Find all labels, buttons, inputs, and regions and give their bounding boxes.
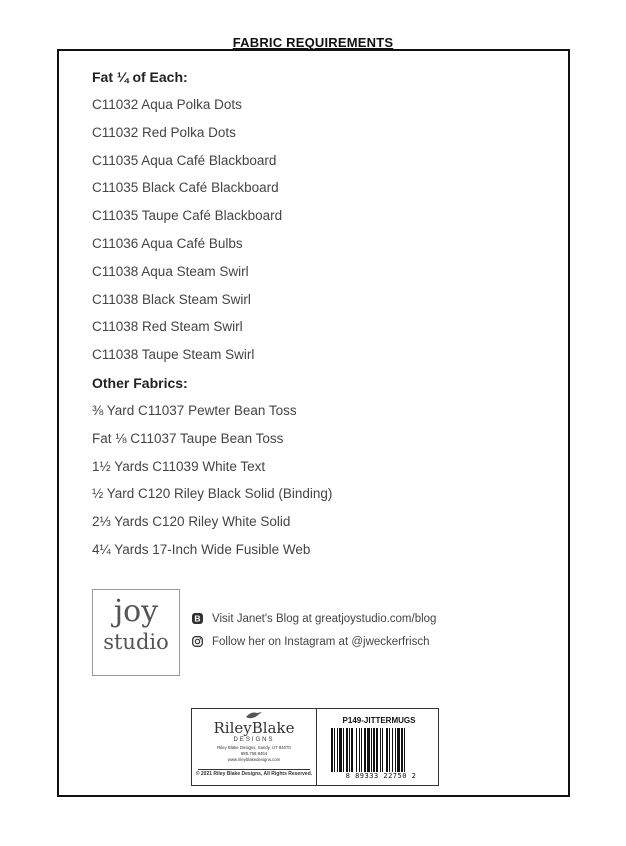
barcode-bar	[364, 728, 366, 772]
fabric-item: C11038 Red Steam Swirl	[92, 319, 243, 335]
barcode	[330, 728, 432, 772]
blog-link[interactable]	[192, 613, 436, 625]
instagram-text: Follow her on Instagram at @jweckerfrisch	[212, 636, 430, 648]
barcode-bar	[356, 728, 357, 772]
barcode-bar	[361, 728, 362, 772]
publisher-info-box	[191, 708, 439, 786]
fabric-item: 2⅓ Yards C120 Riley White Solid	[92, 514, 291, 530]
barcode-bar	[346, 728, 348, 772]
fabric-item: ⅜ Yard C11037 Pewter Bean Toss	[92, 402, 297, 418]
publisher-address	[192, 745, 316, 763]
barcode-bar	[382, 728, 383, 772]
fabric-item: C11038 Aqua Steam Swirl	[92, 263, 249, 279]
publisher-panel	[192, 709, 317, 785]
other-fabrics-heading: Other Fabrics:	[92, 374, 188, 391]
barcode-bar	[386, 728, 388, 772]
barcode-bar	[371, 728, 372, 772]
fabric-item: 4¼ Yards 17-Inch Wide Fusible Web	[92, 541, 311, 557]
fabric-item: ½ Yard C120 Riley Black Solid (Binding)	[92, 486, 333, 502]
page-title: FABRIC REQUIREMENTS	[232, 35, 394, 50]
barcode-bar	[337, 728, 338, 772]
joy-studio-logo	[92, 589, 180, 676]
address-line: www.rileyblakedesigns.com	[227, 757, 281, 762]
barcode-bar	[397, 728, 400, 772]
address-line: 888.768.8454	[240, 751, 268, 756]
fabric-item: C11035 Taupe Café Blackboard	[92, 208, 283, 224]
divider	[198, 769, 310, 770]
barcode-bar	[373, 728, 375, 772]
barcode-bar	[349, 728, 350, 772]
barcode-digits: 8 89333 22750 2	[345, 772, 417, 780]
riley-blake-logo	[192, 714, 316, 744]
logo-studio-text: studio	[103, 630, 169, 654]
copyright: © 2021 Riley Blake Designs, All Rights Reserved.	[195, 771, 313, 777]
fabric-item: C11038 Taupe Steam Swirl	[92, 347, 255, 363]
fabric-item: Fat ⅛ C11037 Taupe Bean Toss	[92, 430, 284, 446]
instagram-icon	[192, 636, 203, 647]
barcode-bar	[331, 728, 333, 772]
barcode-bar	[389, 728, 390, 772]
blog-icon	[192, 613, 203, 624]
fabric-item: C11032 Aqua Polka Dots	[92, 97, 242, 112]
barcode-bar	[339, 728, 342, 772]
instagram-link[interactable]	[192, 636, 429, 648]
barcode-bar	[395, 728, 396, 772]
barcode-bar	[367, 728, 370, 772]
barcode-bar	[359, 728, 360, 772]
fabric-item: C11032 Red Polka Dots	[92, 124, 236, 140]
barcode-bar	[334, 728, 335, 772]
fat-quarter-heading: Fat ¼ of Each:	[92, 69, 188, 85]
fabric-item: C11036 Aqua Café Bulbs	[92, 235, 243, 251]
barcode-bar	[380, 728, 381, 772]
barcode-bar	[401, 728, 403, 772]
svg-text:B: B	[194, 613, 201, 624]
fabric-item: C11038 Black Steam Swirl	[92, 291, 251, 307]
sku-label: P149-JITTERMUGS	[342, 716, 416, 725]
barcode-bar	[404, 728, 405, 772]
barcode-bar	[376, 728, 378, 772]
fabric-item: C11035 Black Café Blackboard	[92, 180, 279, 196]
brand-name: RileyBlake	[213, 719, 295, 737]
bird-icon	[244, 710, 264, 720]
brand-sub: DESIGNS	[233, 737, 275, 743]
barcode-bar	[392, 728, 393, 772]
logo-joy-text: joy	[113, 594, 159, 629]
fabric-list	[92, 65, 332, 566]
barcode-bar	[343, 728, 344, 772]
fabric-item: C11035 Aqua Café Blackboard	[92, 152, 277, 168]
address-line: Riley Blake Designs, Sandy, UT 84070	[217, 745, 291, 750]
blog-text: Visit Janet's Blog at greatjoystudio.com/blog	[212, 613, 437, 625]
fabric-item: 1½ Yards C11039 White Text	[92, 458, 266, 474]
fabric-requirements-frame	[57, 49, 570, 797]
barcode-bar	[351, 728, 353, 772]
